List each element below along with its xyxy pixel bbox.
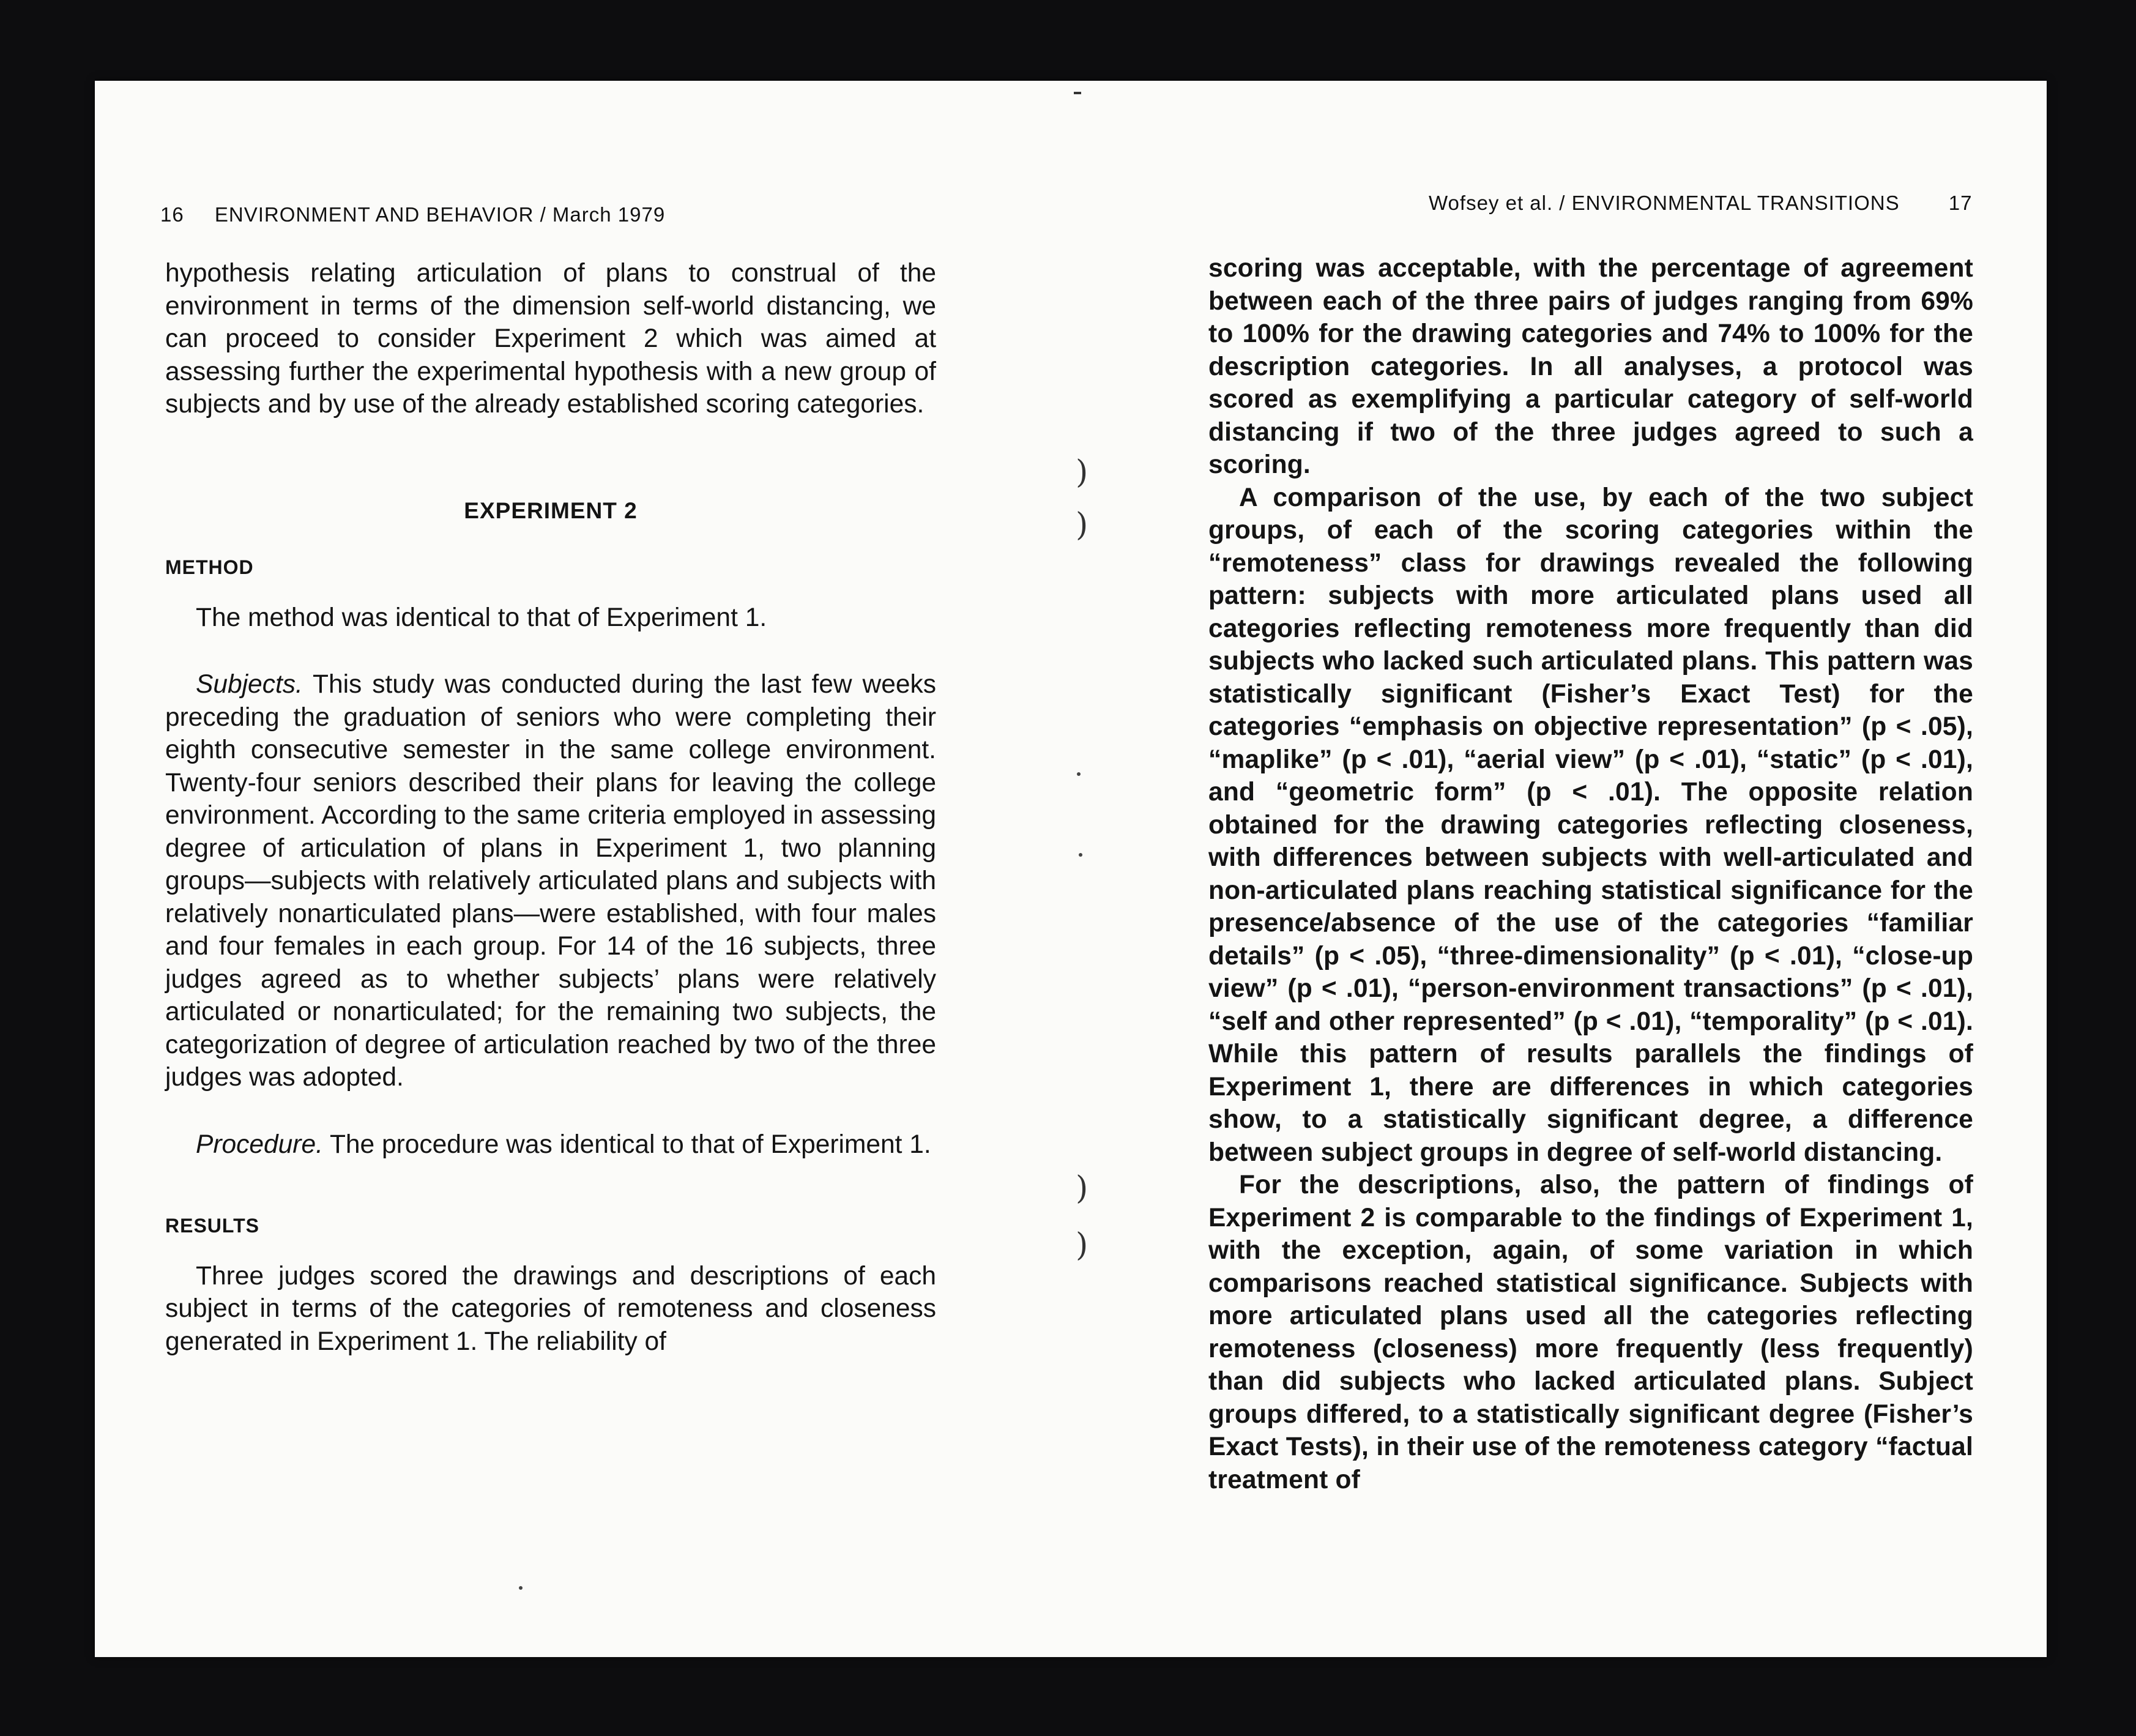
gutter-mark bbox=[1074, 92, 1081, 94]
left-page-number: 16 bbox=[160, 203, 184, 226]
procedure-text: The procedure was identical to that of Experiment 1. bbox=[329, 1130, 931, 1159]
results-heading: RESULTS bbox=[165, 1215, 259, 1237]
procedure-paragraph bbox=[165, 1128, 936, 1161]
right-running-head bbox=[1429, 192, 1973, 215]
subjects-paragraph bbox=[165, 668, 936, 1094]
subjects-label: Subjects. bbox=[196, 670, 303, 699]
speck bbox=[519, 1586, 523, 1590]
speck bbox=[1077, 772, 1081, 776]
method-heading: METHOD bbox=[165, 556, 254, 578]
right-page-number: 17 bbox=[1948, 192, 1973, 214]
left-running-head bbox=[160, 203, 665, 226]
subjects-text: This study was conducted during the last few weeks preceding the graduation of seniors who were completing their eighth consecutive semester in the same college environment. Twenty-four seniors described their plans for leaving the college environment. According to the same criteria employed in assessing degree of articulation of plans in Experiment 1, two planning groups—subjects with relatively articulated plans and subjects with relatively nonarticulated plans—were established, with four males and four females in each group. For 14 of the 16 subjects, three judges agreed as to whether subjects’ plans were relatively articulated or nonarticulated; for the remaining two subjects, the categorization of degree of articulation reached by two of the three judges was adopted. bbox=[165, 670, 936, 1092]
right-journal-title: Wofsey et al. / ENVIRONMENTAL TRANSITIONS bbox=[1429, 192, 1900, 214]
fold-mark: ) bbox=[1076, 454, 1088, 491]
left-page-body bbox=[165, 257, 936, 1358]
fold-mark: ) bbox=[1076, 1227, 1088, 1264]
fold-mark: ) bbox=[1076, 1170, 1088, 1207]
intro-paragraph: hypothesis relating articulation of plans to construal of the environment in terms of the dimension self-world distancing, we can proceed to consider Experiment 2 which was aimed at assessing further the experimental hypothesis with a new group of subjects and by use of the already established scoring categories. bbox=[165, 259, 936, 419]
fold-mark: ) bbox=[1076, 507, 1088, 543]
speck bbox=[1079, 853, 1082, 857]
drawings-paragraph: A comparison of the use, by each of the two subject groups, of each of the scoring categories within the “remoteness” class for drawings revealed the following pattern: subjects with more articulated plans used all categories reflecting remoteness more frequently than did subjects who lacked such articulated plans. This pattern was statistically significant (Fisher’s Exact Test) for the categories “emphasis on objective representation” (p < .05), “maplike” (p < .01), “aerial view” (p < .01), “static” (p < .01), and “geometric form” (p < .01). The opposite relation obtained for the drawing categories reflecting closeness, with differences between subjects with well-articulated and non-articulated plans reaching statistical significance for the presence/absence of the use of the categories “familiar details” (p < .05), “three-dimensionality” (p < .01), “close-up view” (p < .01), “person-environment transactions” (p < .01), “self and other represented” (p < .01), “temporality” (p < .01). While this pattern of results parallels the findings of Experiment 1, there are differences in which categories show, to a statistically significant degree, a difference between subject groups in degree of self-world distancing. bbox=[1208, 483, 1973, 1167]
descriptions-paragraph: For the descriptions, also, the pattern of findings of Experiment 2 is comparable to the findings of Experiment 1, with the exception, again, of some variation in which comparisons reached statistical significance. Subjects with more articulated plans used all the categories reflecting remoteness (closeness) more frequently (less frequently) than did subjects who lacked articulated plans. Subject groups differed, to a statistically significant degree (Fisher’s Exact Tests), in their use of the remoteness category “factual treatment of bbox=[1208, 1171, 1973, 1494]
reliability-paragraph: scoring was acceptable, with the percentage of agreement between each of the three pairs of judges ranging from 69% to 100% for the drawing categories and 74% to 100% for the description categories. In all analyses, a protocol was scored as exemplifying a particular category of self-world distancing if two of the three judges agreed to such a scoring. bbox=[1208, 254, 1973, 479]
results-paragraph: Three judges scored the drawings and descriptions of each subject in terms of the categories of remoteness and closeness generated in Experiment 1. The reliability of bbox=[165, 1261, 936, 1356]
experiment-title: EXPERIMENT 2 bbox=[464, 497, 638, 523]
method-paragraph: The method was identical to that of Experiment 1. bbox=[196, 603, 767, 632]
right-page-body bbox=[1208, 252, 1973, 1496]
left-journal-title: ENVIRONMENT AND BEHAVIOR / March 1979 bbox=[214, 203, 666, 226]
procedure-label: Procedure. bbox=[196, 1130, 323, 1159]
